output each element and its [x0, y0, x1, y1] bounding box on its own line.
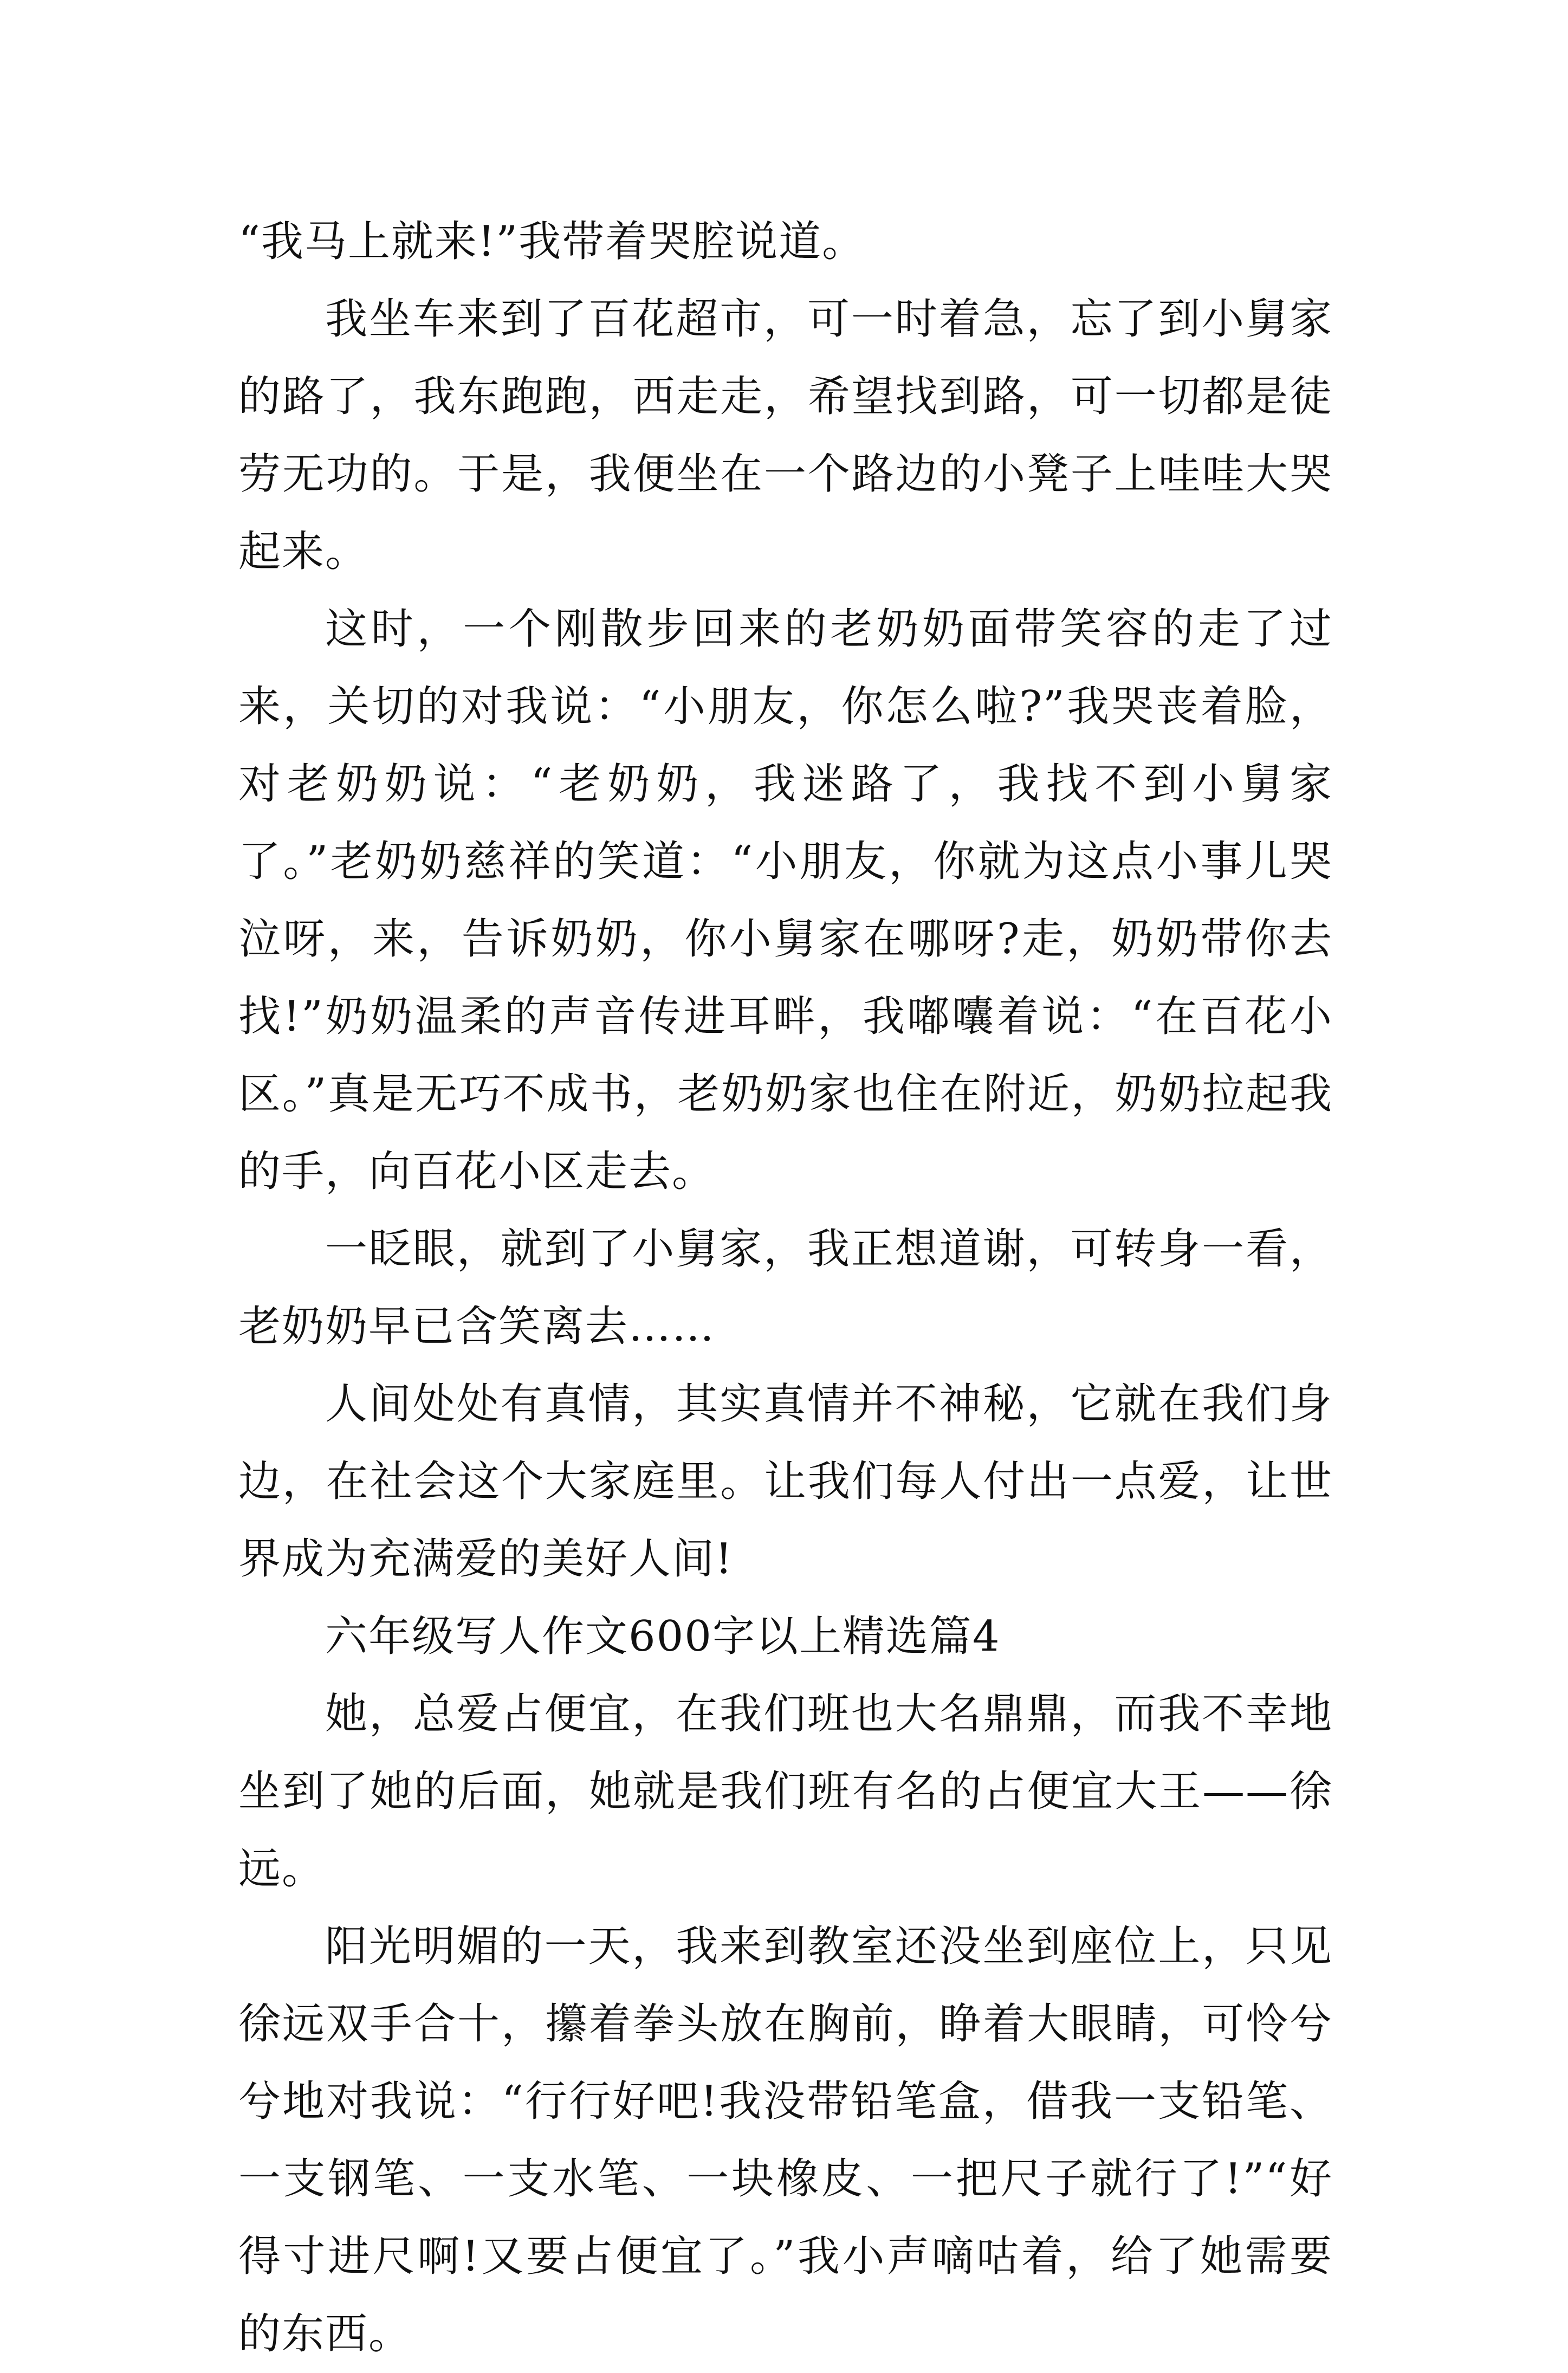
paragraph-borrowing: 阳光明媚的一天，我来到教室还没坐到座位上，只见徐远双手合十，攥着拳头放在胸前，睁着大眼睛，可怜兮兮地对我说：“行行好吧!我没带铅笔盒，借我一支铅笔、一支钢笔、一支水笔、一块橡皮、一把尺子就行了!”“好得寸进尺啊!又要占便宜了。”我小声嘀咕着，给了她需要的东西。 [238, 1922, 1333, 2358]
paragraph-grandma-help: 这时，一个刚散步回来的老奶奶面带笑容的走了过来，关切的对我说：“小朋友，你怎么啦?”我哭丧着脸，对老奶奶说：“老奶奶，我迷路了，我找不到小舅家了。”老奶奶慈祥的笑道：“小朋友，你就为这点小事儿哭泣呀，来，告诉奶奶，你小舅家在哪呀?走，奶奶带你去找!”奶奶温柔的声音传进耳畔，我嘟囔着说：“在百花小区。”真是无巧不成书，老奶奶家也住在附近，奶奶拉起我的手，向百花小区走去。 [238, 605, 1333, 1196]
paragraph-arrival: 一眨眼，就到了小舅家，我正想道谢，可转身一看，老奶奶早已含笑离去…… [238, 1225, 1333, 1351]
paragraph-lost-way: 我坐车来到了百花超市，可一时着急，忘了到小舅家的路了，我东跑跑，西走走，希望找到路，可一切都是徒劳无功的。于是，我便坐在一个路边的小凳子上哇哇大哭起来。 [238, 295, 1333, 576]
section-heading: 六年级写人作文600字以上精选篇4 [325, 1612, 1001, 1661]
paragraph-conclusion: 人间处处有真情，其实真情并不神秘，它就在我们身边，在社会这个大家庭里。让我们每人付出一点爱，让世界成为充满爱的美好人间! [238, 1380, 1333, 1583]
document-body [238, 203, 1333, 2373]
paragraph-quote: “我马上就来!”我带着哭腔说道。 [238, 217, 866, 266]
paragraph-xu-yuan-intro: 她，总爱占便宜，在我们班也大名鼎鼎，而我不幸地坐到了她的后面，她就是我们班有名的占便宜大王——徐远。 [238, 1690, 1333, 1893]
